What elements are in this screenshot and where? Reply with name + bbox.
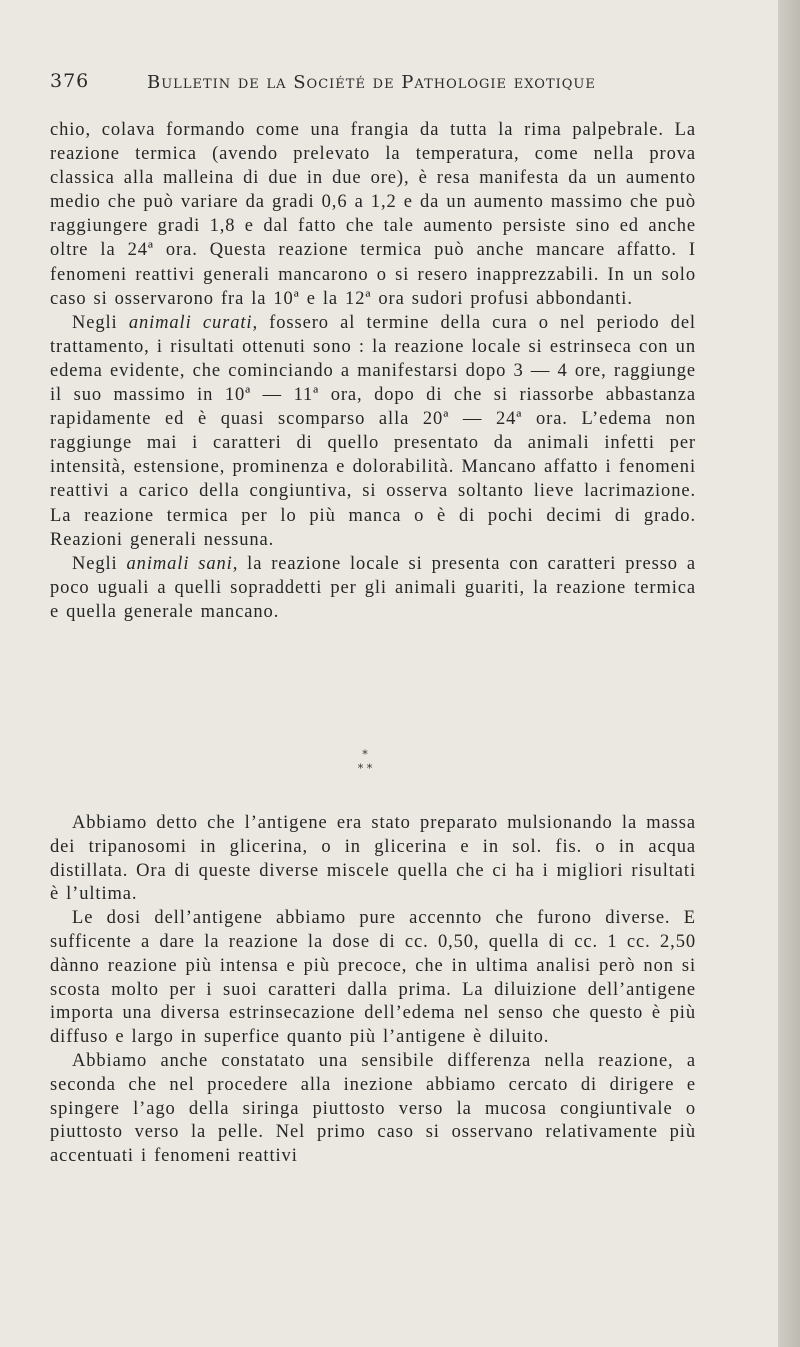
paragraph-animali-curati: [50, 311, 696, 552]
asterism-top: *: [362, 748, 368, 761]
page-number: 376: [50, 70, 90, 92]
italic-term: animali sani,: [126, 553, 239, 574]
paragraph-text: la reazione locale si presenta con caratteri presso a poco uguali a quelli sopraddetti per gli animali guariti, la reazione termica e quella generale mancano.: [50, 553, 696, 622]
paragraph-lead: Negli: [72, 312, 129, 333]
paragraph-text: fossero al termine della cura o nel periodo del trattamento, i risultati ottenuti sono : la reazione locale si estrinseca con un edema evidente, che cominciando a manifestarsi dopo 3 — 4 ore, raggiunge il suo massimo in 10ª — 11ª ora, dopo di che si riassorbe abbastanza rapidamente ed è quasi scomparso alla 20ª — 24ª ora. L’edema non raggiunge mai i caratteri di quello presentato da animali infetti per intensità, estensione, prominenza e dolorabilità. Mancano affatto i fenomeni reattivi a carico della congiuntiva, si osserva soltanto lieve lacrimazione. La reazione termica per lo più manca o è di pochi decimi di grado. Reazioni generali nessuna.: [50, 312, 696, 550]
asterism-separator: [340, 748, 390, 776]
paragraph-animali-sani: [50, 552, 696, 624]
text-block-2: [50, 812, 696, 1169]
italic-term: animali curati,: [128, 312, 258, 333]
paragraph-dosi: Le dosi dell’antigene abbiamo pure accennto che furono diverse. E sufficente a dare la reazione la dose di cc. 0,50, quella di cc. 1 cc. 2,50 dànno reazione più intensa e più precoce, che in ultima analisi però non si scosta molto per i suoi caratteri dalla prima. La diluizione dell’antigene importa una diversa estrinsecazione dell’edema nel senso che questo è più diffuso e largo in superfice quanto più l’antigene è diluito.: [50, 908, 696, 1048]
paragraph-continued: chio, colava formando come una frangia da tutta la rima palpebrale. La reazione termica (avendo prelevato la temperatura, come nella prova classica alla malleina di due in due ore), è resa manifesta da un aumento medio che può variare da gradi 0,6 a 1,2 e da un aumento massimo che può raggiungere gradi 1,8 e dal fatto che tale aumento persiste sino ed anche oltre la 24ª ora. Questa reazione termica può anche mancare affatto. I fenomeni reattivi generali mancarono o si resero inapprezzabili. In un solo caso si osservarono fra la 10ª e la 12ª ora sudori profusi abbondanti.: [50, 120, 696, 309]
asterism-bottom: * *: [357, 762, 373, 775]
text-block-1: [50, 118, 696, 624]
paragraph-lead: Negli: [72, 553, 127, 574]
running-head: Bulletin de la Société de Pathologie exotique: [147, 72, 596, 93]
paragraph-antigene: Abbiamo detto che l’antigene era stato preparato mulsionando la massa dei tripanosomi in glicerina, o in glicerina e in sol. fis. o in acqua distillata. Ora di queste diverse miscele quella che ci ha i migliori risultati è l’ultima.: [50, 813, 696, 905]
paragraph-differenza: Abbiamo anche constatato una sensibile differenza nella reazione, a seconda che nel procedere alla inezione abbiamo cercato di dirigere e spingere l’ago della siringa piuttosto verso la mucosa congiuntivale o piuttosto verso la pelle. Nel primo caso si osservano relativamente più accentuati i fenomeni reattivi: [50, 1050, 696, 1167]
page-edge-shadow: [778, 0, 800, 1347]
